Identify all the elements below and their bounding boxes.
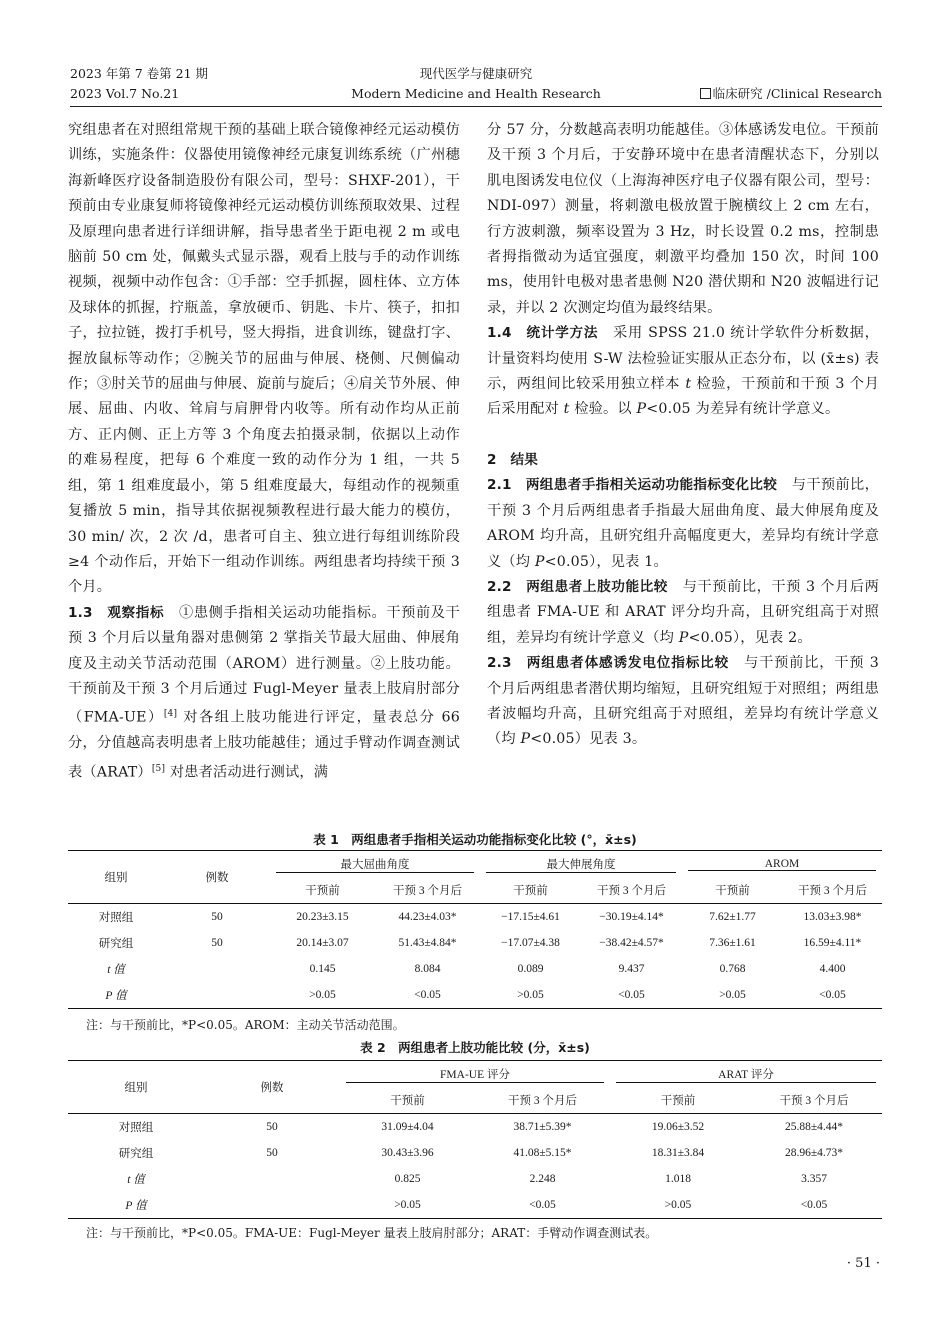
- table2-header-fmaue: FMA-UE 评分: [340, 1061, 610, 1088]
- table1-row-control: 对照组 50 20.23±3.15 44.23±4.03* −17.15±4.61 −30.19±4.14* 7.62±1.77 13.03±3.98*: [98, 911, 862, 924]
- table1-note: 注：与干预前比，*P<0.05。AROM：主动关节活动范围。: [86, 1018, 405, 1032]
- table1-subheader-pre: 干预前: [270, 877, 375, 904]
- journal-title-en: Modern Medicine and Health Research: [351, 86, 601, 101]
- table2-title: 表 2 两组患者上肢功能比较 (分，x̄±s): [360, 1040, 590, 1055]
- table1-subheader-pre: 干预前: [682, 877, 783, 904]
- heading-2-2: 2.2 两组患者上肢功能比较: [487, 578, 668, 595]
- paragraph-2-1: 2.1 两组患者手指相关运动功能指标变化比较 与干预前比，干预 3 个月后两组患者手指最大屈曲角度、最大伸展角度及 AROM 均升高，且研究组升高幅度更大，差异均有统计学意义（均 P<0.05），见表 1。: [487, 477, 879, 570]
- heading-2: 2 结果: [487, 451, 539, 468]
- table2-header-n: 例数: [204, 1061, 340, 1114]
- paragraph-1-4: 1.4 统计学方法 采用 SPSS 21.0 统计学软件分析数据，计量资料均使用 S-W 法检验证实服从正态分布，以 (x̄±s) 表示，两组间比较采用独立样本 t 检验，干预前和干预 3 个月后采用配对 t 检验。以 P<0.05 为差异有统计学意义。: [487, 325, 879, 418]
- checkbox-square-icon: [700, 88, 711, 99]
- table1-header-extension: 最大伸展角度: [480, 851, 682, 878]
- table2: [68, 1060, 882, 1219]
- table2-row-p: P 值 >0.05 <0.05 >0.05 <0.05: [68, 1192, 882, 1219]
- section-label: 临床研究 /Clinical Research: [700, 86, 882, 102]
- header-rule: [70, 106, 882, 107]
- issue-cn: 2023 年第 7 卷第 21 期: [70, 66, 209, 81]
- table1-row-study: 研究组 50 20.14±3.07 51.43±4.84* −17.07±4.38 −38.42±4.57* 7.36±1.61 16.59±4.11*: [98, 937, 862, 950]
- table1: [68, 850, 882, 1009]
- heading-1-4: 1.4 统计学方法: [487, 325, 599, 342]
- table1-header-flexion: 最大屈曲角度: [270, 851, 480, 878]
- table2-row-study: 研究组 50 30.43±3.96 41.08±5.15* 18.31±3.84 28.96±4.73*: [118, 1147, 844, 1160]
- citation-4: [4]: [163, 709, 178, 720]
- heading-2-1: 2.1 两组患者手指相关运动功能指标变化比较: [487, 477, 778, 494]
- journal-title-cn: 现代医学与健康研究: [419, 66, 533, 81]
- right-column: [487, 118, 879, 753]
- table1-subheader-post: 干预 3 个月后: [783, 877, 882, 904]
- table2-subheader-post: 干预 3 个月后: [475, 1087, 610, 1114]
- table2-subheader-post: 干预 3 个月后: [746, 1087, 882, 1114]
- table2-header-arat: ARAT 评分: [610, 1061, 882, 1088]
- table1-subheader-pre: 干预前: [480, 877, 581, 904]
- table2-subheader-pre: 干预前: [340, 1087, 475, 1114]
- page-number: · 51 ·: [846, 1256, 880, 1271]
- left-column: [68, 118, 460, 786]
- paragraph-1-3: 1.3 观察指标 ①患侧手指相关运动功能指标。干预前及干预 3 个月后以量角器对患侧第 2 掌指关节最大屈曲、伸展角度及主动关节活动范围（AROM）进行测量。②上肢功能。干预前及干预 3 个月后通过 Fugl-Meyer 量表上肢肩肘部分（FMA-UE）[4] 对各组上肢功能进行评定，量表总分 66 分，分值越高表明患者上肢功能越佳；通过手臂动作调查测试表（ARAT）[5] 对患者活动进行测试，满: [68, 604, 460, 781]
- citation-5: [5]: [151, 763, 166, 774]
- table2-row-t: t 值 0.825 2.248 1.018 3.357: [127, 1173, 827, 1186]
- table2-note: 注：与干预前比，*P<0.05。FMA-UE：Fugl-Meyer 量表上肢肩肘部分；ARAT：手臂动作调查测试表。: [86, 1226, 658, 1240]
- table1-row-t: t 值 0.145 8.084 0.089 9.437 0.768 4.400: [107, 963, 846, 976]
- paragraph-2-2: 2.2 两组患者上肢功能比较 与干预前比，干预 3 个月后两组患者 FMA-UE 和 ARAT 评分均升高，且研究组高于对照组，差异均有统计学意义（均 P<0.05），见表 2。: [487, 578, 880, 646]
- paragraph-sep: 分 57 分，分数越高表明功能越佳。③体感诱发电位。干预前及干预 3 个月后，于安静环境中在患者清醒状态下，分别以肌电图诱发电位仪（上海海神医疗电子仪器有限公司，型号：NDI-097）测量，将刺激电极放置于腕横纹上 2 cm 左右，行方波刺激，频率设置为 3 Hz，时长设置 0.2 ms，控制患者拇指微动为适宜强度，刺激平均叠加 150 次，时间 100 ms，使用针电极对患者患侧 N20 潜伏期和 N20 波幅进行记录，并以 2 次测定均值为最终结果。: [487, 122, 879, 316]
- table2-subheader-pre: 干预前: [610, 1087, 746, 1114]
- table2-row-control: 对照组 50 31.09±4.04 38.71±5.39* 19.06±3.52 25.88±4.44*: [118, 1121, 844, 1134]
- paragraph-method-cont: 究组患者在对照组常规干预的基础上联合镜像神经元运动模仿训练，实施条件：仪器使用镜像神经元康复训练系统（广州穗海新峰医疗设备制造股份有限公司，型号：SHXF-201），干预前由专业康复师将镜像神经元运动模仿训练预取效果、过程及原理向患者进行详细讲解，指导患者坐于距电视 2 m 或电脑前 50 cm 处，佩戴头式显示器，观看上肢与手的动作训练视频，视频中动作包含：①手部：空手抓握，圆柱体、立方体及球体的抓握，拧瓶盖，拿放硬币、钥匙、卡片、筷子，扣扣子，拉拉链，拨打手机号，竖大拇指，进食训练，键盘打字、握放鼠标等动作；②腕关节的屈曲与伸展、桡侧、尺侧偏动作；③肘关节的屈曲与伸展、旋前与旋后；④肩关节外展、伸展、屈曲、内收、耸肩与肩胛骨内收等。所有动作均从正前方、正内侧、正上方等 3 个角度去拍摄录制，依据以上动作的难易程度，把每 6 个难度一致的动作分为 1 组，一共 5 组，第 1 组难度最小，第 5 组难度最大，每组动作的视频重复播放 5 min，指导其依据视频教程进行最大能力的模仿，30 min/ 次，2 次 /d，患者可自主、独立进行每组训练阶段≥4 个动作后，开始下一组动作训练。两组患者均持续干预 3 个月。: [68, 122, 460, 596]
- table1-subheader-post: 干预 3 个月后: [375, 877, 480, 904]
- issue-en: 2023 Vol.7 No.21: [70, 86, 180, 101]
- table1-title: 表 1 两组患者手指相关运动功能指标变化比较 (°，x̄±s): [313, 832, 637, 847]
- table2-header-group: 组别: [68, 1061, 204, 1114]
- paragraph-2-3: 2.3 两组患者体感诱发电位指标比较 与干预前比，干预 3 个月后两组患者潜伏期均缩短，且研究组短于对照组；两组患者波幅均升高，且研究组高于对照组，差异均有统计学意义（均 P<0.05）见表 3。: [487, 655, 879, 748]
- table1-header-arom: AROM: [682, 851, 882, 878]
- heading-1-3: 1.3 观察指标: [68, 604, 165, 621]
- table1-header-n: 例数: [164, 851, 270, 904]
- heading-2-3: 2.3 两组患者体感诱发电位指标比较: [487, 655, 730, 672]
- table1-header-group: 组别: [68, 851, 164, 904]
- table1-row-p: P 值 >0.05 <0.05 >0.05 <0.05 >0.05 <0.05: [68, 982, 882, 1009]
- table1-subheader-post: 干预 3 个月后: [581, 877, 682, 904]
